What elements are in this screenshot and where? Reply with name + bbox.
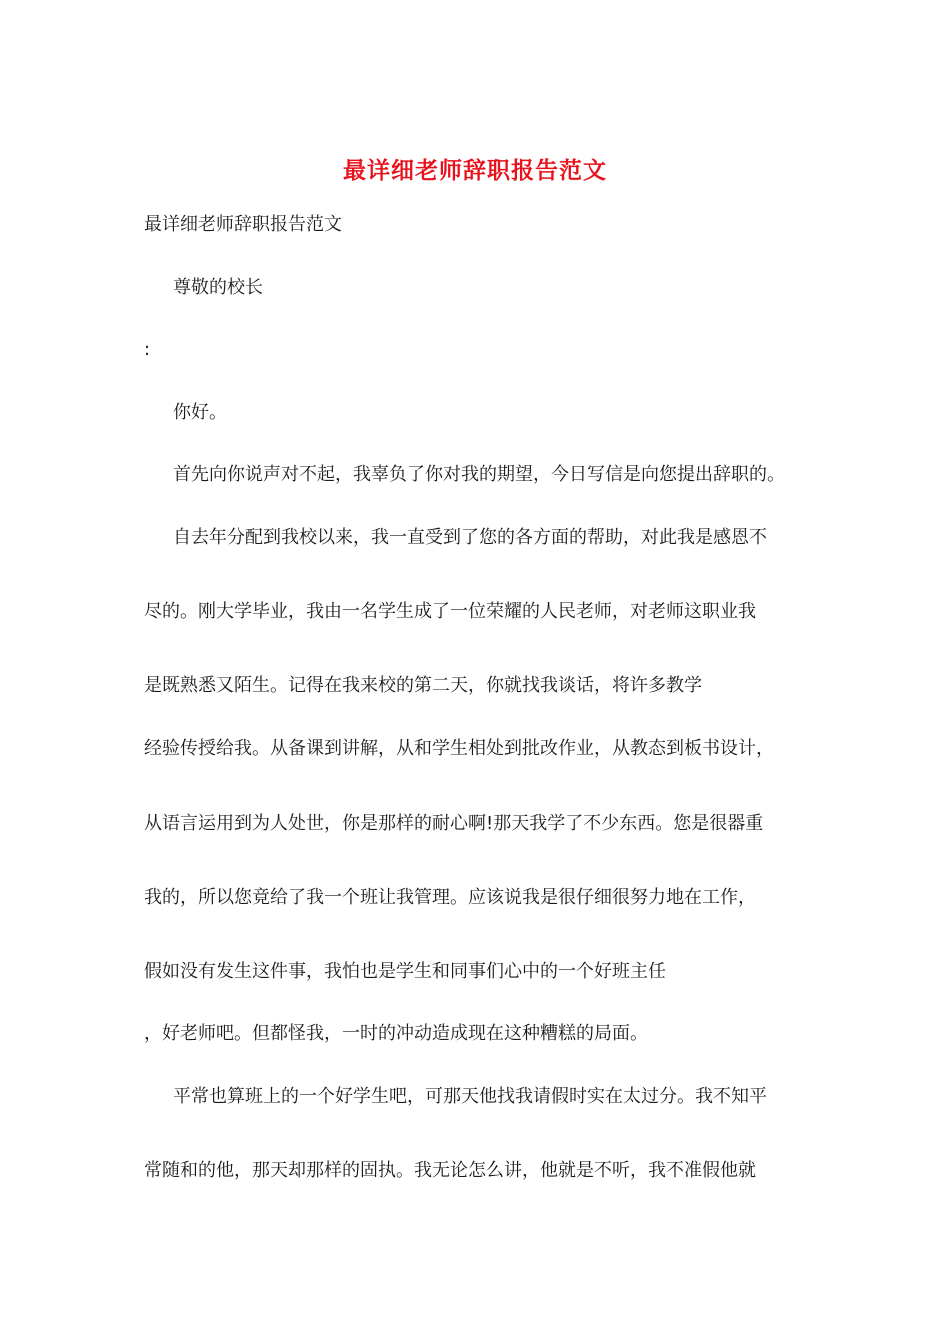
body-line: 经验传授给我。从备课到讲解，从和学生相处到批改作业，从教态到板书设计， <box>144 738 774 759</box>
document-title: 最详细老师辞职报告范文 <box>343 157 607 184</box>
body-line: 平常也算班上的一个好学生吧，可那天他找我请假时实在太过分。我不知平 <box>173 1086 767 1107</box>
salutation-colon: : <box>144 339 151 360</box>
body-line: 从语言运用到为人处世，你是那样的耐心啊!那天我学了不少东西。您是很器重 <box>144 813 764 834</box>
body-line: 假如没有发生这件事，我怕也是学生和同事们心中的一个好班主任 <box>144 961 666 982</box>
body-line: 自去年分配到我校以来，我一直受到了您的各方面的帮助，对此我是感恩不 <box>173 527 767 548</box>
body-line: 首先向你说声对不起，我辜负了你对我的期望，今日写信是向您提出辞职的。 <box>173 464 785 485</box>
body-line: 我的，所以您竟给了我一个班让我管理。应该说我是很仔细很努力地在工作， <box>144 887 756 908</box>
document-subtitle: 最详细老师辞职报告范文 <box>144 214 342 235</box>
body-line: 是既熟悉又陌生。记得在我来校的第二天，你就找我谈话，将许多教学 <box>144 675 702 696</box>
salutation: 尊敬的校长 <box>173 277 263 298</box>
body-line: 尽的。刚大学毕业，我由一名学生成了一位荣耀的人民老师，对老师这职业我 <box>144 601 756 622</box>
body-line: 常随和的他，那天却那样的固执。我无论怎么讲，他就是不听，我不准假他就 <box>144 1160 756 1181</box>
greeting: 你好。 <box>173 402 227 423</box>
body-line: ，好老师吧。但都怪我，一时的冲动造成现在这种糟糕的局面。 <box>144 1023 648 1044</box>
